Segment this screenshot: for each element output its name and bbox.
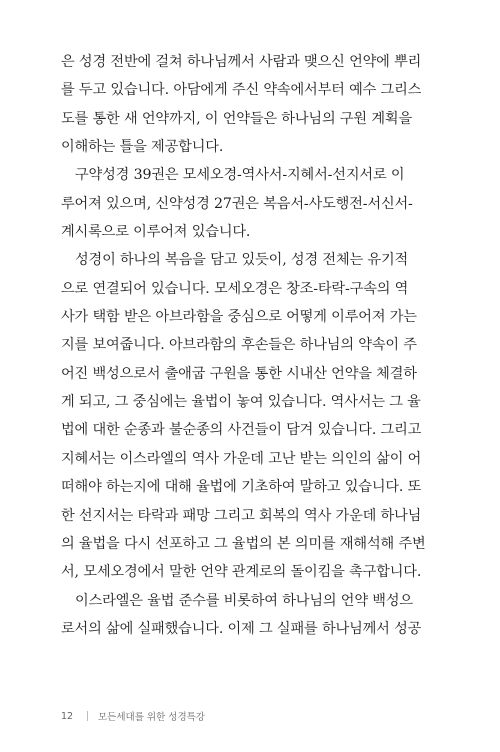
text-line: 게 되고, 그 중심에는 율법이 놓여 있습니다. 역사서는 그 율 [61, 394, 421, 411]
paragraph-start-line: 이스라엘은 율법 준수를 비롯하여 하나님의 언약 백성으 [75, 592, 413, 609]
text-line: 지를 보여줍니다. 아브라함의 후손들은 하나님의 약속이 주 [61, 337, 417, 354]
text-line: 법에 대한 순종과 불순종의 사건들이 담겨 있습니다. 그리고 [61, 422, 422, 439]
text-line: 의 율법을 다시 선포하고 그 율법의 본 의미를 재해석해 주변 [61, 535, 426, 552]
text-line: 이해하는 틀을 제공합니다. [61, 139, 224, 156]
text-line: 도를 통한 새 언약까지, 이 언약들은 하나님의 구원 계획을 [61, 110, 413, 127]
text-line: 한 선지서는 타락과 패망 그리고 회복의 역사 가운데 하나님 [61, 507, 422, 524]
text-line: 떠해야 하는지에 대해 율법에 기초하여 말하고 있습니다. 또 [61, 479, 422, 496]
text-line: 으로 연결되어 있습니다. 모세오경은 창조-타락-구속의 역 [61, 280, 409, 297]
text-line: 은 성경 전반에 걸쳐 하나님께서 사람과 맺으신 언약에 뿌리 [61, 54, 422, 70]
footer-divider [87, 711, 88, 721]
text-line: 서, 모세오경에서 말한 언약 관계로의 돌이킴을 촉구합니다. [61, 564, 422, 581]
paragraph-start-line: 구약성경 39권은 모세오경-역사서-지혜서-선지서로 이 [75, 167, 405, 184]
text-line: 어진 백성으로서 출애굽 구원을 통한 시내산 언약을 체결하 [61, 365, 417, 382]
paragraph-start-line: 성경이 하나의 복음을 담고 있듯이, 성경 전체는 유기적 [75, 252, 409, 269]
book-title: 모든세대를 위한 성경특강 [98, 712, 205, 723]
page-number: 12 [61, 710, 74, 722]
text-line: 로서의 삶에 실패했습니다. 이제 그 실패를 하나님께서 성공 [61, 620, 422, 637]
text-line: 를 두고 있습니다. 아담에게 주신 약속에서부터 예수 그리스 [61, 82, 422, 99]
body-text [61, 48, 441, 643]
text-line: 계시록으로 이루어져 있습니다. [61, 224, 251, 241]
text-line: 사가 택함 받은 아브라함을 중심으로 어떻게 이루어져 가는 [61, 309, 417, 326]
text-line: 지혜서는 이스라엘의 역사 가운데 고난 받는 의인의 삶이 어 [61, 450, 422, 467]
text-line: 루어져 있으며, 신약성경 27권은 복음서-사도행전-서신서- [61, 195, 413, 212]
page-footer [61, 708, 205, 724]
